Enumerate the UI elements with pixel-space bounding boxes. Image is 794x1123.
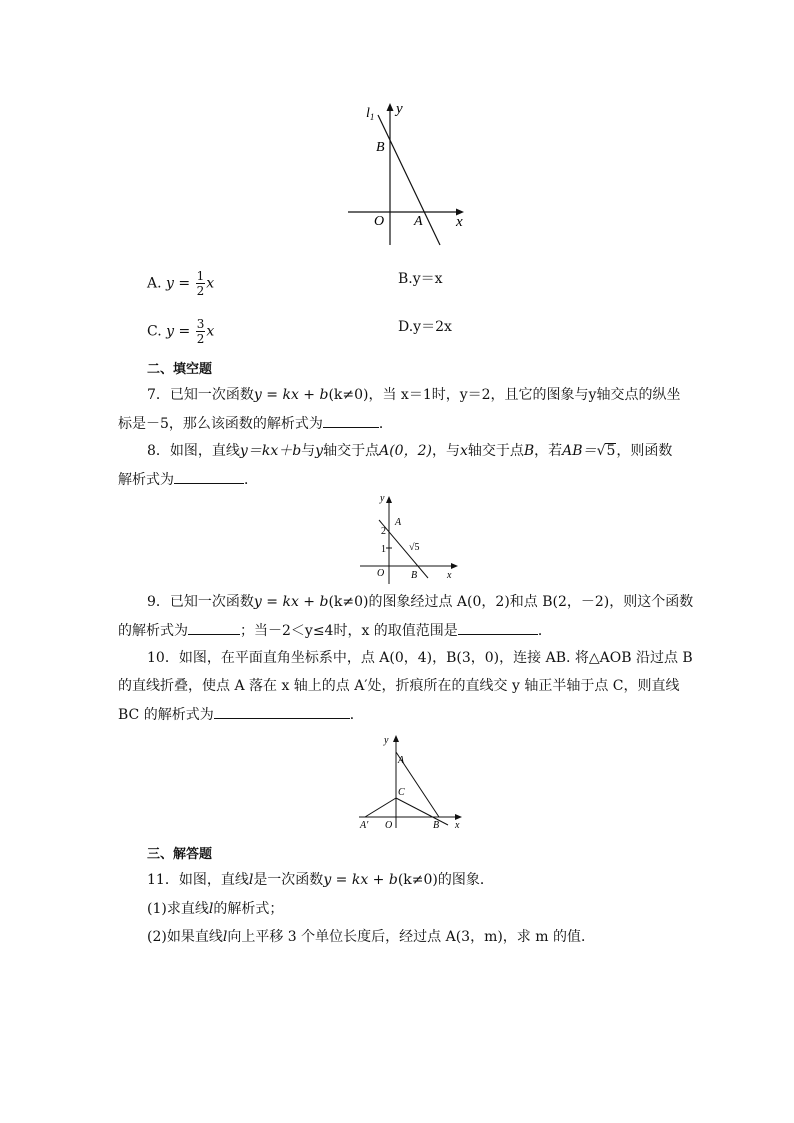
question-11-stem: 11．如图，直线l是一次函数y = kx + b(k≠0)的图象． <box>147 872 494 888</box>
label-C: C <box>398 787 405 798</box>
question-7-line-2: 标是－5，那么该函数的解析式为 ． <box>118 413 393 434</box>
section-heading-fill-in: 二、填空题 <box>147 362 213 377</box>
label-O: O <box>374 214 385 229</box>
figure-2-graph <box>355 488 465 588</box>
question-10-line-1: 10．如图，在平面直角坐标系中，点 A(0，4)，B(3，0)，连接 AB. 将△AOB 沿过点 B <box>147 650 693 666</box>
question-9-line-1: 9．已知一次函数y = kx + b(k≠0)的图象经过点 A(0，2)和点 B(2，－2)，则这个函数 <box>147 594 694 610</box>
label-O: O <box>385 820 393 831</box>
label-x: x <box>447 570 452 581</box>
section-heading-solve: 三、解答题 <box>147 847 213 862</box>
label-2: 2 <box>381 526 386 537</box>
label-sqrt5: √5 <box>409 542 420 553</box>
figure-3-graph <box>355 730 470 835</box>
answer-blank-2[interactable] <box>458 620 538 635</box>
y-axis-arrow-icon <box>386 496 392 503</box>
label-y: y <box>396 101 403 117</box>
answer-blank-1[interactable] <box>188 620 240 635</box>
question-10-line-3: BC 的解析式为 ． <box>118 704 364 725</box>
fraction-one-half: $\frac{1}{2}$ <box>196 269 205 298</box>
label-x: x <box>456 214 463 230</box>
line-bc <box>396 798 448 825</box>
y-axis-arrow-icon <box>393 735 399 742</box>
label-B: B <box>433 820 440 831</box>
answer-blank[interactable] <box>174 469 244 484</box>
question-8-line-2: 解析式为 ． <box>118 469 258 490</box>
answer-blank[interactable] <box>214 704 350 719</box>
label-x: x <box>455 820 460 831</box>
label-A-prime: A′ <box>360 820 369 831</box>
option-c: C. y = $\frac{3}{2}$ x <box>147 317 215 346</box>
x-axis-arrow-icon <box>451 563 458 569</box>
label-l1: $l_1$ <box>366 106 375 122</box>
label-A: A <box>398 755 405 766</box>
question-8-line-1: 8．如图，直线y＝kx＋b与y轴交于点A(0，2)，与x轴交于点B，若AB＝√5，则函数 <box>147 443 673 459</box>
question-10-line-2: 的直线折叠，使点 A 落在 x 轴上的点 A′处，折痕所在的直线交 y 轴正半轴于点 C，则直线 <box>118 678 680 694</box>
question-9-line-2: 的解析式为 ；当－2＜y≤4时，x 的取值范围是 ． <box>118 620 552 641</box>
option-a: A. y = $\frac{1}{2}$ x <box>147 269 215 298</box>
line-ab <box>379 520 428 578</box>
label-B: B <box>376 140 385 155</box>
fraction-three-halves: $\frac{3}{2}$ <box>196 317 205 346</box>
option-d: D.y＝2x <box>398 319 452 335</box>
segment-a-prime-c <box>365 798 396 817</box>
label-A: A <box>395 517 402 528</box>
label-y: y <box>380 493 385 504</box>
option-b: B.y＝x <box>398 271 443 287</box>
question-7-line-1: 7．已知一次函数y = kx + b(k≠0)，当 x＝1时，y＝2，且它的图象与y轴交点的纵坐 <box>147 387 681 403</box>
question-11-part-2: (2)如果直线l向上平移 3 个单位长度后，经过点 A(3，m)，求 m 的值． <box>147 929 595 945</box>
answer-blank[interactable] <box>323 413 379 428</box>
question-11-part-1: (1)求直线l的解析式； <box>147 901 284 917</box>
label-B: B <box>411 570 418 581</box>
label-1: 1 <box>381 544 386 555</box>
y-axis-arrow-icon <box>387 103 394 111</box>
label-O: O <box>377 568 385 579</box>
label-y: y <box>384 735 389 746</box>
line-l1 <box>378 115 440 245</box>
figure-1-graph <box>340 95 480 255</box>
label-A: A <box>414 214 423 229</box>
